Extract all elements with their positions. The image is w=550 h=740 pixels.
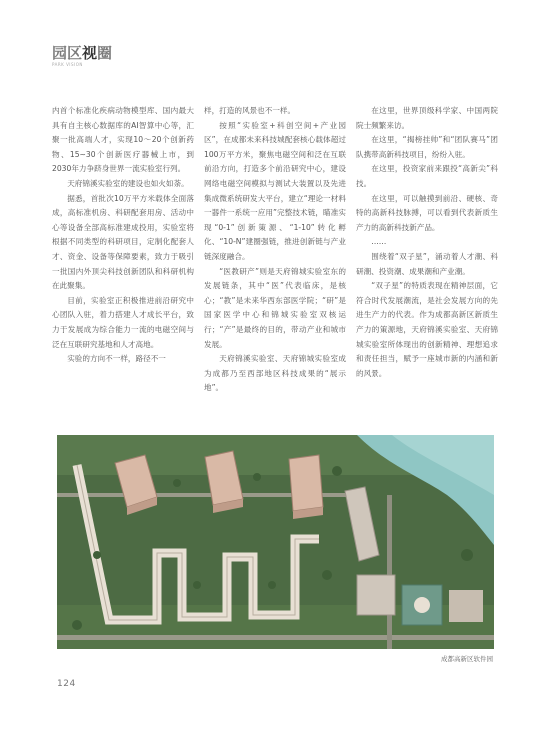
aerial-photo-illustration	[57, 435, 494, 649]
paragraph: 在这里，“揭榜挂帅”和“团队赛马”团队携带高新科技项目，纷纷入驻。	[356, 135, 498, 159]
section-logo-text: 园区视圈	[52, 44, 113, 62]
paragraph: 内首个标准化疾病动物模型库、国内最大具有自主核心数据库的AI智算中心等，汇聚一批高端人才，实现10～20个创新药物、15~30个创新医疗器械上市，到2030年力争跻身世界一流实验室行列。	[52, 106, 194, 174]
paragraph: “医教研产”则是天府锦城实验室东的发展链条，其中“医”代表临床，是核心；“教”是未来华西东部医学院；“研”是国家医学中心和锦城实验室双核运行；“产”是最终的目的，带动产业和城市发展。	[204, 266, 346, 349]
paragraph: 天府锦溪实验室、天府锦城实验室成为成都乃至西部地区科技成果的“展示地”。	[204, 354, 346, 393]
paragraph: 在这里，世界顶级科学家、中国两院院士频繁来访。	[356, 106, 498, 130]
paragraph: 实验的方向不一样，路径不一	[67, 354, 166, 364]
paragraph: 天府锦溪实验室的建设也如火如荼。	[67, 178, 189, 188]
paragraph: 按照“实验室+科创空间+产业园区”，在成都未来科技城配套核心载体超过100万平方米，聚焦电磁空间和泛在互联前沿方向，打造多个前沿研究中心，建设网络电磁空间模拟与测试大装置以及先进集成微系统研发大平台，建立“理论一材料一器件一系统一应用”完整技术链，瞄准实现“0-1”创新策源、“1-10”转化孵化、“10-N”建圈强链，推进创新链与产业链深度融合。	[204, 120, 346, 261]
page-number: 124	[57, 679, 76, 689]
text-column-1	[52, 104, 194, 367]
paragraph: 目前，实验室正积极推进前沿研究中心团队入驻，着力搭建人才成长平台，致力于发展成为综合能力一流的电磁空间与泛在互联研究基地和人才高地。	[52, 295, 194, 349]
text-column-3	[356, 104, 498, 381]
photo-caption: 成都高新区软件园	[441, 655, 493, 663]
paragraph: 样，打造的风景也不一样。	[204, 106, 296, 115]
paragraph: 据悉，首批次10万平方米载体全面落成，高标准机房、科研配套用房、活动中心等设备全部高标准建成投用，实验室将根据不同类型的科研项目，定制化配套人才、资金、设备等保障要素，致力于吸引一批国内外顶尖科技创新团队和科研机构在此聚集。	[52, 193, 194, 291]
text-column-2	[204, 104, 346, 396]
paragraph: ……	[371, 237, 387, 247]
paragraph: 在这里，投资家前来跟投“高新尖”科技。	[356, 164, 498, 188]
paragraph: 围绕着“双子星”，涌动着人才潮、科研潮、投资潮、成果潮和产业潮。	[356, 251, 498, 276]
paragraph: 在这里，可以触摸到前沿、硬核、奇特的高新科技脉搏，可以看到代表新质生产力的高新科技新产品。	[356, 193, 498, 232]
paragraph: “双子星”的特质表现在精神层面，它符合时代发展潮流，是社会发展方向的先进生产力的代表。作为成都高新区新质生产力的策源地，天府锦溪实验室、天府锦城实验室所体现出的创新精神、理想追求和责任担当，赋予一座城市新的内涵和新的风景。	[356, 281, 498, 378]
magazine-header	[52, 44, 122, 68]
section-logo	[52, 44, 122, 68]
aerial-photo	[57, 435, 494, 649]
article-body	[52, 104, 498, 393]
section-logo-subtitle: PARK VISION	[52, 62, 83, 67]
